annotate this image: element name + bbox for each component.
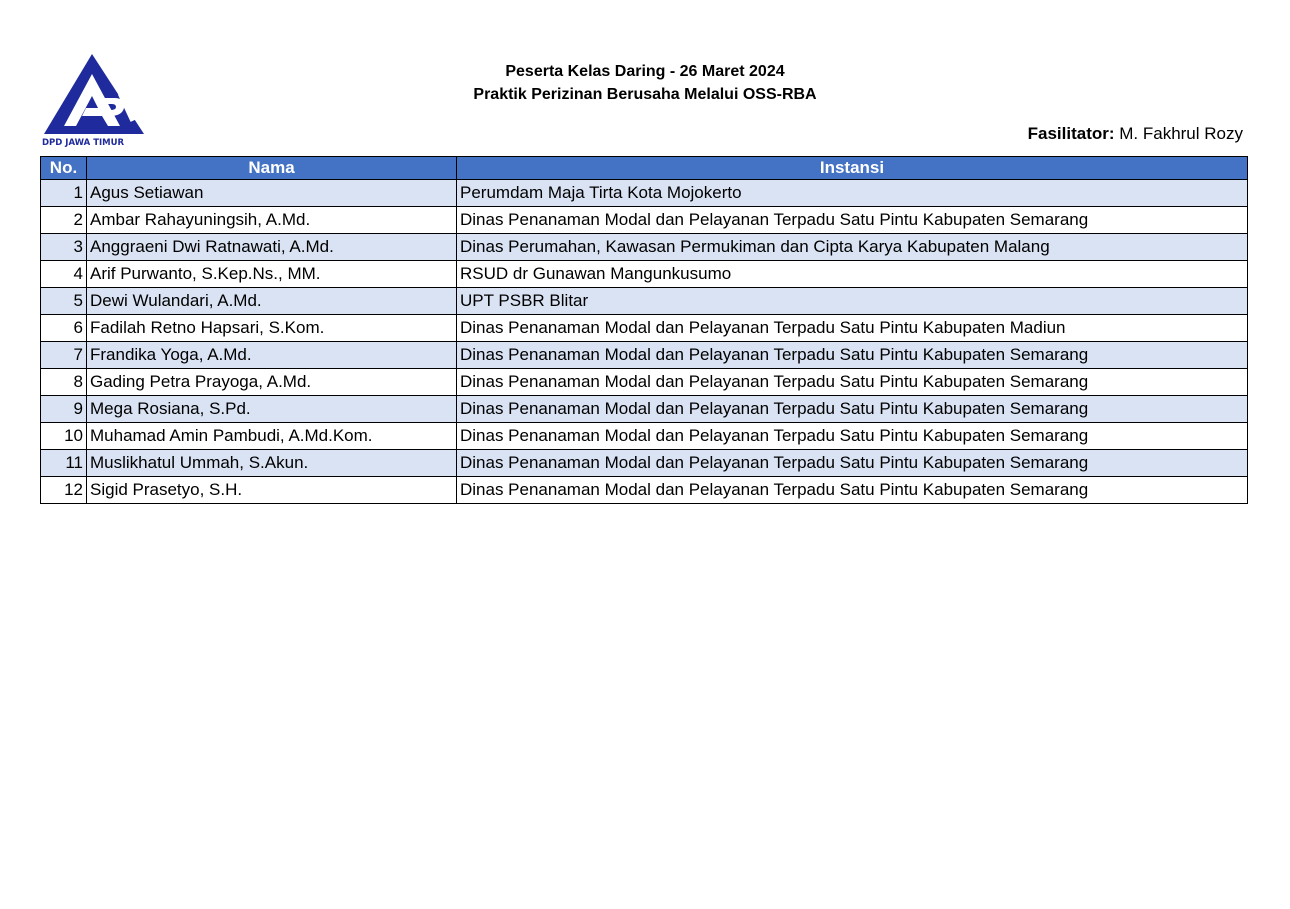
table-row [41, 396, 1248, 423]
cell-no: 5 [41, 288, 87, 315]
cell-instansi: Dinas Penanaman Modal dan Pelayanan Terpadu Satu Pintu Kabupaten Semarang [457, 207, 1248, 234]
cell-nama: Arif Purwanto, S.Kep.Ns., MM. [87, 261, 457, 288]
facilitator-name: M. Fakhrul Rozy [1119, 124, 1243, 143]
cell-nama: Frandika Yoga, A.Md. [87, 342, 457, 369]
cell-instansi: Dinas Penanaman Modal dan Pelayanan Terpadu Satu Pintu Kabupaten Semarang [457, 396, 1248, 423]
facilitator-label: Fasilitator: [1027, 124, 1115, 143]
cell-no: 2 [41, 207, 87, 234]
svg-text:DPD JAWA TIMUR: DPD JAWA TIMUR [42, 138, 125, 148]
cell-no: 7 [41, 342, 87, 369]
cell-instansi: Dinas Penanaman Modal dan Pelayanan Terpadu Satu Pintu Kabupaten Semarang [457, 369, 1248, 396]
cell-nama: Dewi Wulandari, A.Md. [87, 288, 457, 315]
cell-no: 4 [41, 261, 87, 288]
cell-instansi: Dinas Penanaman Modal dan Pelayanan Terpadu Satu Pintu Kabupaten Madiun [457, 315, 1248, 342]
table-row [41, 369, 1248, 396]
document-title: Peserta Kelas Daring - 26 Maret 2024 [505, 63, 785, 80]
cell-no: 11 [41, 450, 87, 477]
table-row [41, 477, 1248, 504]
cell-nama: Mega Rosiana, S.Pd. [87, 396, 457, 423]
facilitator [1028, 124, 1243, 144]
column-header-nama: Nama [87, 157, 457, 180]
table-row [41, 288, 1248, 315]
cell-instansi: Dinas Penanaman Modal dan Pelayanan Terpadu Satu Pintu Kabupaten Semarang [457, 423, 1248, 450]
table-row [41, 423, 1248, 450]
table-row [41, 234, 1248, 261]
cell-instansi: Dinas Penanaman Modal dan Pelayanan Terpadu Satu Pintu Kabupaten Semarang [457, 477, 1248, 504]
cell-instansi: Dinas Penanaman Modal dan Pelayanan Terpadu Satu Pintu Kabupaten Semarang [457, 450, 1248, 477]
table-row [41, 450, 1248, 477]
cell-no: 12 [41, 477, 87, 504]
cell-nama: Muhamad Amin Pambudi, A.Md.Kom. [87, 423, 457, 450]
table-row [41, 315, 1248, 342]
cell-instansi: UPT PSBR Blitar [457, 288, 1248, 315]
cell-no: 9 [41, 396, 87, 423]
participants-table [40, 156, 1248, 504]
column-header-instansi: Instansi [457, 157, 1248, 180]
cell-instansi: RSUD dr Gunawan Mangunkusumo [457, 261, 1248, 288]
cell-no: 10 [41, 423, 87, 450]
cell-nama: Anggraeni Dwi Ratnawati, A.Md. [87, 234, 457, 261]
cell-nama: Fadilah Retno Hapsari, S.Kom. [87, 315, 457, 342]
cell-no: 8 [41, 369, 87, 396]
cell-nama: Sigid Prasetyo, S.H. [87, 477, 457, 504]
cell-instansi: Dinas Perumahan, Kawasan Permukiman dan Cipta Karya Kabupaten Malang [457, 234, 1248, 261]
cell-no: 6 [41, 315, 87, 342]
cell-nama: Muslikhatul Ummah, S.Akun. [87, 450, 457, 477]
title-block [0, 60, 1290, 106]
table-row [41, 261, 1248, 288]
cell-nama: Agus Setiawan [87, 180, 457, 207]
table-row [41, 180, 1248, 207]
table-header-row [41, 157, 1248, 180]
table-row [41, 207, 1248, 234]
cell-instansi: Dinas Penanaman Modal dan Pelayanan Terpadu Satu Pintu Kabupaten Semarang [457, 342, 1248, 369]
table-body [41, 180, 1248, 504]
cell-no: 1 [41, 180, 87, 207]
cell-instansi: Perumdam Maja Tirta Kota Mojokerto [457, 180, 1248, 207]
column-header-no: No. [41, 157, 87, 180]
document-subtitle: Praktik Perizinan Berusaha Melalui OSS-RBA [473, 86, 817, 103]
cell-nama: Gading Petra Prayoga, A.Md. [87, 369, 457, 396]
cell-nama: Ambar Rahayuningsih, A.Md. [87, 207, 457, 234]
table-row [41, 342, 1248, 369]
cell-no: 3 [41, 234, 87, 261]
